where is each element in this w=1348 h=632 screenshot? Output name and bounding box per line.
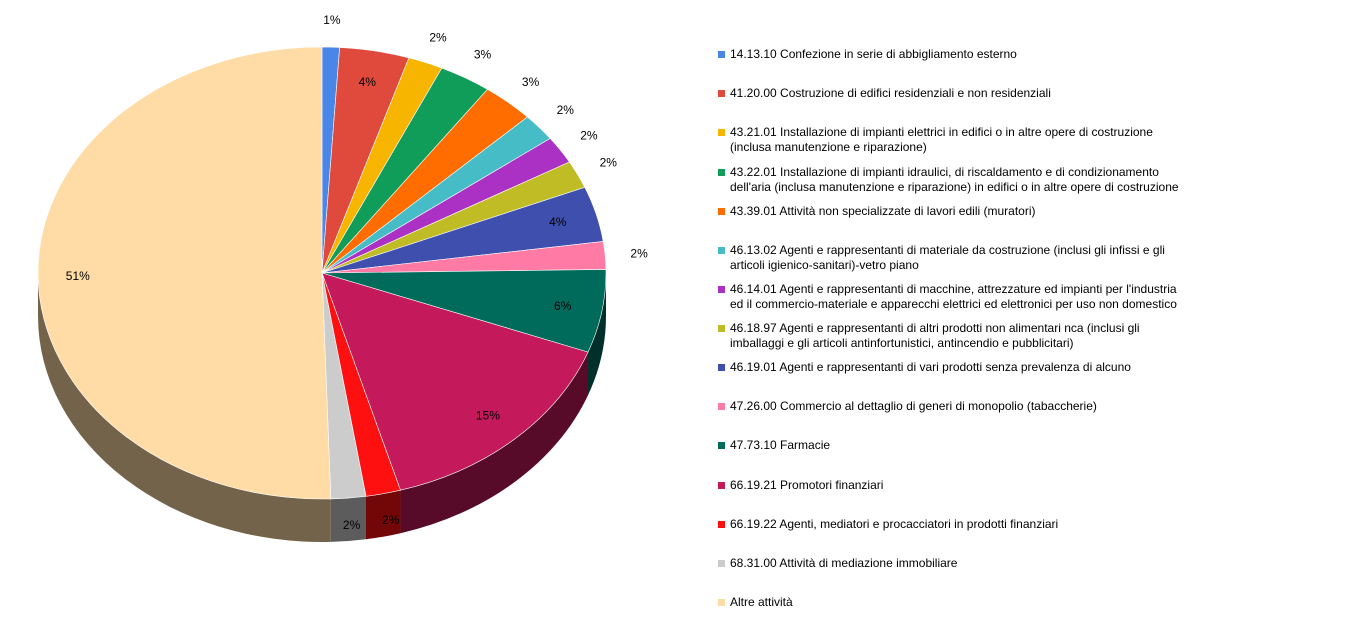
pie-data-label-15: 51%: [65, 269, 90, 283]
legend-swatch: [718, 521, 725, 528]
legend-swatch: [718, 482, 725, 489]
legend-item: [718, 86, 1278, 101]
pie-data-label-13: 2%: [382, 513, 400, 528]
legend-item: [718, 165, 1278, 195]
legend-label: 43.39.01 Attività non specializzate di lavori edili (muratori): [730, 204, 1036, 218]
legend-swatch: [718, 403, 725, 410]
legend-swatch: [718, 325, 725, 332]
legend-item: [718, 517, 1278, 532]
legend-label: 66.19.21 Promotori finanziari: [730, 478, 884, 492]
pie-data-label-4: 3%: [473, 47, 492, 62]
legend-item: [718, 204, 1278, 219]
legend-label: 68.31.00 Attività di mediazione immobiliare: [730, 556, 958, 570]
legend-swatch: [718, 169, 725, 176]
legend-swatch: [718, 51, 725, 58]
legend-swatch: [718, 560, 725, 567]
legend-item: [718, 321, 1278, 351]
legend-label: 14.13.10 Confezione in serie di abbigliamento esterno: [730, 47, 1017, 61]
legend-swatch: [718, 599, 725, 606]
legend-item: [718, 282, 1278, 312]
pie-slices: [38, 47, 606, 499]
legend-label: 41.20.00 Costruzione di edifici residenziali e non residenziali: [730, 86, 1051, 100]
pie-data-label-5: 3%: [521, 74, 540, 89]
legend-item: [718, 438, 1278, 453]
legend-label: 46.14.01 Agenti e rappresentanti di macchine, attrezzature ed impianti per l'industria ed il commercio-materiale e apparecchi elettrici ed elettronici per uso non domestico: [730, 282, 1177, 311]
legend-item: [718, 360, 1278, 375]
legend-label: 47.26.00 Commercio al dettaglio di generi di monopolio (tabaccherie): [730, 399, 1097, 413]
pie-data-label-12: 15%: [475, 408, 500, 423]
legend-label: 66.19.22 Agenti, mediatori e procacciatori in prodotti finanziari: [730, 517, 1059, 531]
pie-data-label-14: 2%: [342, 518, 361, 532]
chart-legend: [718, 0, 1278, 632]
pie-data-label-11: 6%: [554, 299, 572, 314]
pie-data-label-7: 2%: [580, 128, 598, 143]
pie-data-label-2: 4%: [358, 75, 376, 89]
legend-item: [718, 595, 1278, 610]
legend-item: [718, 556, 1278, 571]
legend-item: [718, 125, 1278, 155]
legend-swatch: [718, 286, 725, 293]
legend-swatch: [718, 442, 725, 449]
legend-label: 46.18.97 Agenti e rappresentanti di altri prodotti non alimentari nca (inclusi gli imballaggi e gli articoli antinfortunistici, antincendio e pubblicitari): [730, 321, 1140, 350]
pie-data-label-9: 4%: [549, 215, 567, 230]
legend-item: [718, 243, 1278, 273]
legend-label: 46.19.01 Agenti e rappresentanti di vari prodotti senza prevalenza di alcuno: [730, 360, 1131, 374]
pie-data-label-1: 1%: [323, 13, 341, 27]
legend-label: Altre attività: [730, 595, 793, 609]
pie-data-label-3: 2%: [429, 30, 447, 45]
legend-label: 46.13.02 Agenti e rappresentanti di materiale da costruzione (inclusi gli infissi e gli articoli igienico-sanitari)-vetro piano: [730, 243, 1165, 272]
pie-data-label-10: 2%: [630, 246, 648, 261]
legend-label: 43.22.01 Installazione di impianti idraulici, di riscaldamento e di condizionamento dell'aria (inclusa manutenzione e riparazione) in edifici o in altre opere di costruzione: [730, 165, 1179, 194]
legend-label: 43.21.01 Installazione di impianti elettrici in edifici o in altre opere di costruzione (inclusa manutenzione e riparazione): [730, 125, 1153, 154]
legend-swatch: [718, 208, 725, 215]
legend-item: [718, 478, 1278, 493]
pie-data-label-8: 2%: [599, 155, 617, 170]
legend-swatch: [718, 364, 725, 371]
legend-swatch: [718, 247, 725, 254]
legend-item: [718, 399, 1278, 414]
legend-swatch: [718, 129, 725, 136]
legend-item: [718, 47, 1278, 62]
pie-data-label-6: 2%: [556, 103, 574, 117]
legend-swatch: [718, 90, 725, 97]
legend-label: 47.73.10 Farmacie: [730, 438, 831, 452]
